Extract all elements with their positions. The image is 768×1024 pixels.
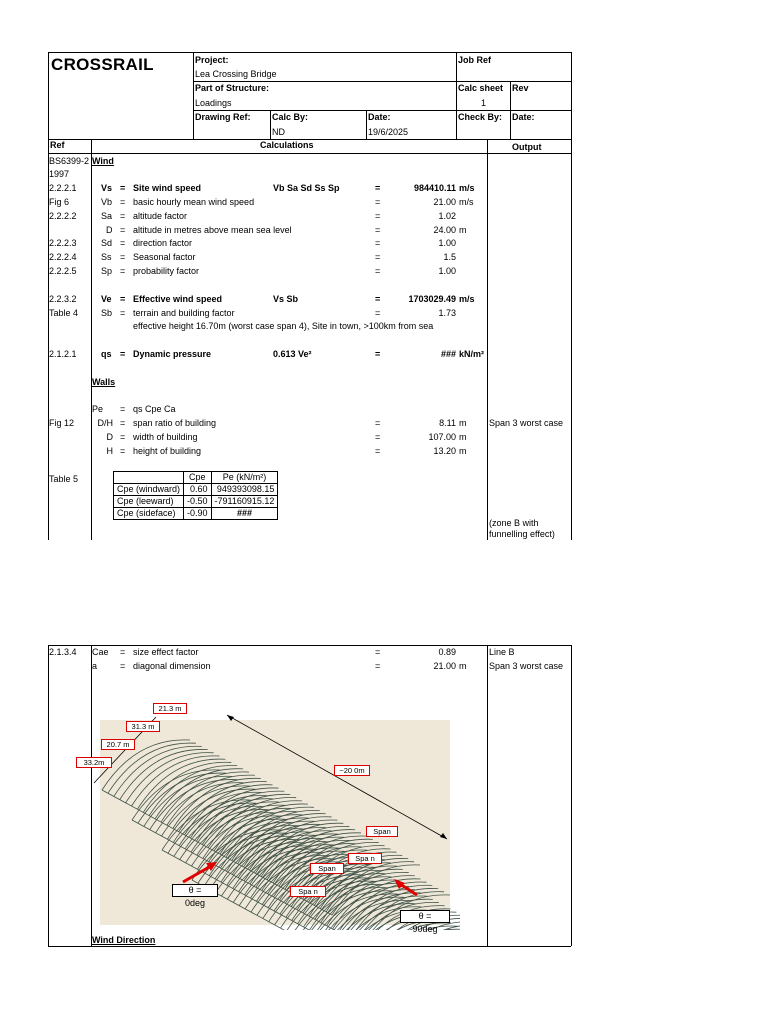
pe-table	[113, 471, 278, 520]
value: 8.11	[439, 418, 456, 428]
equals: =	[120, 211, 126, 221]
theta-90-value: 90deg	[412, 924, 438, 934]
ref: 2.2.2.3	[49, 238, 77, 248]
check-by-label: Check By:	[458, 112, 503, 122]
value: 984410.11	[413, 183, 456, 193]
pe-definition: qs Cpe Ca	[133, 404, 176, 414]
ref: 2.2.2.4	[49, 252, 77, 262]
value-cell: ###	[211, 508, 278, 520]
equals: =	[120, 197, 126, 207]
ref: 2.2.2.5	[49, 266, 77, 276]
equals: =	[120, 661, 126, 671]
calc-by-value: ND	[272, 127, 285, 137]
job-ref-label: Job Ref	[458, 55, 492, 65]
equals: =	[120, 252, 126, 262]
value: 1.00	[438, 238, 456, 248]
col-ref: Ref	[50, 140, 65, 150]
unit: m/s	[459, 197, 474, 207]
header-cell: Cpe	[184, 472, 212, 484]
symbol: Vb	[101, 197, 113, 207]
equals: =	[120, 183, 126, 193]
symbol: Sb	[101, 308, 113, 318]
symbol: Ve	[101, 294, 112, 304]
span-label: Span	[366, 826, 398, 837]
value: 107.00	[428, 432, 456, 442]
ref: 2.1.3.4	[49, 647, 77, 657]
project-value: Lea Crossing Bridge	[195, 69, 277, 79]
output-note: Span 3 worst case	[489, 661, 564, 671]
description: basic hourly mean wind speed	[133, 197, 255, 207]
description: width of building	[133, 432, 198, 442]
equals: =	[120, 418, 126, 428]
description: altitude in metres above mean sea level	[133, 225, 292, 235]
value: 1.73	[438, 308, 456, 318]
formula: Vb Sa Sd Ss Sp	[273, 183, 340, 193]
calc-sheet-value: 1	[481, 98, 487, 108]
equals: =	[375, 661, 381, 671]
ref: 2.2.2.1	[49, 183, 77, 193]
zone-note-1: (zone B with	[489, 518, 539, 528]
pe-symbol: Pe	[92, 404, 104, 414]
pe-table-header	[114, 472, 278, 484]
unit: m	[459, 661, 467, 671]
equals: =	[120, 432, 126, 442]
pe-equals: =	[120, 404, 126, 414]
description: probability factor	[133, 266, 200, 276]
symbol: D	[106, 432, 113, 442]
ref-bs6399: BS6399-2	[49, 156, 90, 166]
value-cell: 949393098.15	[211, 484, 278, 496]
span-label: Spa n	[348, 853, 382, 864]
symbol: a	[92, 661, 98, 671]
unit: kN/m²	[459, 349, 485, 359]
equals: =	[375, 197, 381, 207]
value: 1.00	[438, 266, 456, 276]
ref: Fig 6	[49, 197, 70, 207]
dim-label-200: ~20 0m	[334, 765, 370, 776]
equals: =	[120, 294, 126, 304]
ref: 2.2.2.2	[49, 211, 77, 221]
date-value: 19/6/2025	[368, 127, 409, 137]
formula: 0.613 Ve²	[273, 349, 312, 359]
theta-90-label: θ =	[400, 910, 450, 923]
rev-label: Rev	[512, 83, 529, 93]
zone-note-2: funnelling effect)	[489, 529, 555, 539]
dim-label-31-3: 31.3 m	[126, 721, 160, 732]
span-label: Spa n	[290, 886, 326, 897]
table-row	[114, 496, 278, 508]
symbol: Sa	[101, 211, 113, 221]
equals: =	[375, 225, 381, 235]
part-label: Part of Structure:	[195, 83, 270, 93]
value-cell: 0.60	[184, 484, 212, 496]
col-output: Output	[512, 142, 542, 152]
col-calculations: Calculations	[260, 140, 314, 150]
table-row	[114, 484, 278, 496]
symbol: Vs	[101, 183, 113, 193]
description: height of building	[133, 446, 202, 456]
value-cell: -0.90	[184, 508, 212, 520]
symbol: H	[106, 446, 113, 456]
equals: =	[375, 349, 381, 359]
table-5-ref: Table 5	[49, 474, 79, 484]
value: 21.00	[433, 661, 456, 671]
equals: =	[375, 432, 381, 442]
equals: =	[120, 238, 126, 248]
description: size effect factor	[133, 647, 199, 657]
description: direction factor	[133, 238, 193, 248]
value: 24.00	[433, 225, 456, 235]
output-note: Span 3 worst case	[489, 418, 564, 428]
row-label-cell: Cpe (windward)	[114, 484, 184, 496]
ref-1997: 1997	[49, 169, 70, 179]
wind-direction-label: Wind Direction	[92, 935, 156, 945]
ref: Table 4	[49, 308, 79, 318]
value: 13.20	[433, 446, 456, 456]
header-cell	[114, 472, 184, 484]
value: 21.00	[433, 197, 456, 207]
description: Seasonal factor	[133, 252, 196, 262]
value: 1.02	[438, 211, 456, 221]
row-label-cell: Cpe (sideface)	[114, 508, 184, 520]
ref: Fig 12	[49, 418, 75, 428]
symbol: Ss	[101, 252, 112, 262]
description: diagonal dimension	[133, 661, 211, 671]
unit: m/s	[459, 183, 475, 193]
equals: =	[375, 211, 381, 221]
equals: =	[120, 349, 126, 359]
equals: =	[120, 647, 126, 657]
equals: =	[375, 647, 381, 657]
ref: 2.2.3.2	[49, 294, 77, 304]
equals: =	[120, 446, 126, 456]
unit: m	[459, 418, 467, 428]
equals: =	[375, 238, 381, 248]
row-label-cell: Cpe (leeward)	[114, 496, 184, 508]
description: Effective wind speed	[133, 294, 223, 304]
date-label: Date:	[368, 112, 391, 122]
equals: =	[120, 225, 126, 235]
unit: m	[459, 432, 467, 442]
symbol: Sd	[101, 238, 113, 248]
walls-heading: Walls	[92, 377, 116, 387]
part-value: Loadings	[195, 98, 232, 108]
description: Site wind speed	[133, 183, 202, 193]
equals: =	[375, 252, 381, 262]
wind-heading: Wind	[92, 156, 114, 166]
equals: =	[120, 308, 126, 318]
calc-by-label: Calc By:	[272, 112, 309, 122]
value: 1.5	[443, 252, 456, 262]
symbol: D/H	[97, 418, 113, 428]
symbol: D	[106, 225, 113, 235]
equals: =	[375, 183, 381, 193]
table-row	[114, 508, 278, 520]
value: ###	[440, 349, 456, 359]
value: 1703029.49	[408, 294, 456, 304]
date2-label: Date:	[512, 112, 535, 122]
symbol: qs	[101, 349, 112, 359]
equals: =	[120, 266, 126, 276]
theta-0-value: 0deg	[184, 898, 206, 908]
description: span ratio of building	[133, 418, 217, 428]
symbol: Cae	[92, 647, 109, 657]
calc-sheet-label: Calc sheet	[458, 83, 504, 93]
symbol: Sp	[101, 266, 113, 276]
equals: =	[375, 308, 381, 318]
dim-label-33-2: 33.2m	[76, 757, 112, 768]
project-label: Project:	[195, 55, 229, 65]
drawing-ref-label: Drawing Ref:	[195, 112, 251, 122]
unit: m/s	[459, 294, 475, 304]
equals: =	[375, 294, 381, 304]
value-cell: -0.50	[184, 496, 212, 508]
span-label: Span	[310, 863, 344, 874]
description: Dynamic pressure	[133, 349, 212, 359]
header-cell: Pe (kN/m²)	[211, 472, 278, 484]
equals: =	[375, 266, 381, 276]
canopy-diagram	[80, 700, 460, 930]
unit: m	[459, 446, 467, 456]
description: altitude factor	[133, 211, 188, 221]
description: terrain and building factor	[133, 308, 235, 318]
dim-label-21-3: 21.3 m	[153, 703, 187, 714]
equals: =	[375, 446, 381, 456]
output-note: Line B	[489, 647, 515, 657]
value-cell: -791160915.12	[211, 496, 278, 508]
ref: 2.1.2.1	[49, 349, 77, 359]
dim-label-20-7: 20.7 m	[101, 739, 135, 750]
formula: Vs Sb	[273, 294, 299, 304]
crossrail-logo: CROSSRAIL	[51, 55, 154, 74]
value: 0.89	[438, 647, 456, 657]
sb-note: effective height 16.70m (worst case span 4), Site in town, >100km from sea	[133, 321, 434, 331]
theta-0-label: θ =	[172, 884, 218, 897]
unit: m	[459, 225, 467, 235]
equals: =	[375, 418, 381, 428]
